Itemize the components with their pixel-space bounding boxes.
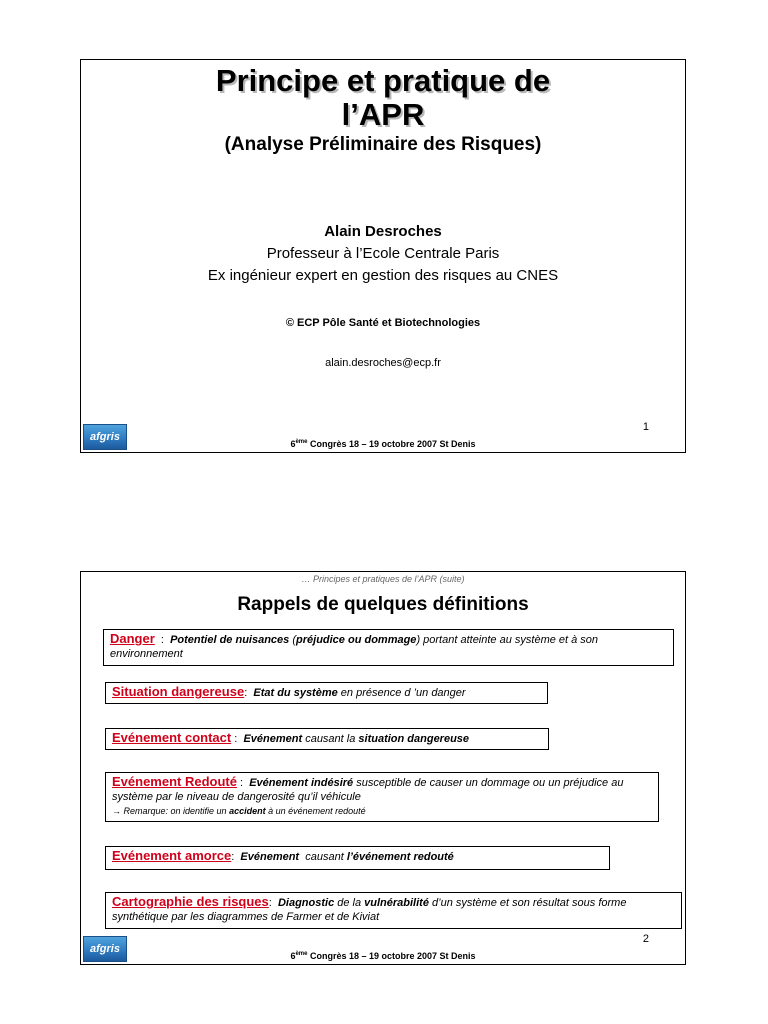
term-evenement-redoute: Evénement Redouté — [112, 774, 237, 789]
author-role-line-1: Professeur à l’Ecole Centrale Paris — [266, 245, 500, 262]
term-situation-dangereuse: Situation dangereuse — [112, 684, 245, 699]
separator: : — [231, 733, 244, 745]
footer-num: 6 — [290, 951, 296, 961]
footer-text: Congrès 18 – 19 octobre 2007 St Denis — [307, 439, 476, 449]
slide-1-title — [81, 64, 685, 132]
def-text: causant — [299, 851, 347, 863]
footer-sup: ème — [295, 951, 308, 957]
separator: : — [268, 897, 278, 909]
term-evenement-contact: Evénement contact — [112, 730, 232, 745]
separator: : — [236, 777, 250, 789]
title-line-1: Principe et pratique de — [215, 63, 551, 98]
author-role-line-2: Ex ingénieur expert en gestion des risques au CNES — [207, 267, 559, 284]
page-number: 1 — [642, 421, 649, 433]
afgris-logo: afgris — [83, 936, 127, 962]
def-text: ( — [289, 634, 297, 646]
slide-2-title: Rappels de quelques définitions — [237, 594, 529, 615]
def-text: Potentiel de nuisances — [170, 634, 290, 646]
copyright: © ECP Pôle Santé et Biotechnologies — [285, 317, 481, 329]
slide-1-subtitle: (Analyse Préliminaire des Risques) — [224, 134, 542, 155]
term-evenement-amorce: Evénement amorce — [112, 848, 232, 863]
remark-text: accident — [229, 806, 266, 816]
footer — [81, 439, 685, 449]
def-text: Etat du système — [253, 687, 338, 699]
slide-2-header: … Principes et pratiques de l’APR (suite) — [301, 574, 465, 584]
def-text: d’un système et son résultat sous forme synthétique par les diagrammes de Farmer et de Kiviat — [112, 897, 627, 923]
footer-num: 6 — [290, 439, 296, 449]
separator: : — [231, 851, 241, 863]
remark — [112, 804, 652, 818]
slide-2 — [80, 571, 686, 965]
slide-1 — [80, 59, 686, 453]
definition-situation-dangereuse — [105, 682, 548, 704]
def-text: de la — [334, 897, 365, 909]
definition-evenement-redoute — [105, 772, 659, 822]
footer — [81, 951, 685, 961]
def-text: en présence d ’un danger — [337, 687, 466, 699]
email: alain.desroches@ecp.fr — [325, 357, 441, 369]
separator: : — [154, 634, 171, 646]
def-text: vulnérabilité — [364, 897, 429, 909]
author-role — [81, 243, 685, 287]
def-text: Evénement — [243, 733, 303, 745]
definition-evenement-contact — [105, 728, 549, 750]
def-text: susceptible de causer un dommage ou un préjudice au système par le niveau de dangerosité qu’il véhicule — [112, 777, 624, 803]
remark-text: Remarque: on identifie un — [121, 806, 230, 816]
remark-text: à un événement redouté — [265, 806, 366, 816]
title-line-2: l’APR — [341, 97, 425, 132]
footer-text: Congrès 18 – 19 octobre 2007 St Denis — [307, 951, 476, 961]
def-text: Diagnostic — [277, 897, 335, 909]
afgris-logo: afgris — [83, 424, 127, 450]
def-text: l’événement redouté — [346, 851, 454, 863]
author-name: Alain Desroches — [324, 223, 442, 240]
def-text: situation dangereuse — [358, 733, 470, 745]
definition-evenement-amorce — [105, 846, 610, 870]
definition-danger — [103, 629, 674, 666]
definition-cartographie — [105, 892, 682, 929]
footer-sup: ème — [295, 439, 308, 445]
page-number: 2 — [642, 933, 649, 945]
term-danger: Danger — [110, 631, 155, 646]
def-text: causant la — [302, 733, 359, 745]
def-text: préjudice ou dommage — [296, 634, 417, 646]
arrow-icon: → — [112, 806, 121, 816]
separator: : — [244, 687, 254, 699]
def-text: ) portant atteinte au système et à son environnement — [110, 634, 599, 660]
def-text: Evénement — [240, 851, 300, 863]
term-cartographie: Cartographie des risques — [112, 894, 269, 909]
def-text: Evénement indésiré — [249, 777, 354, 789]
